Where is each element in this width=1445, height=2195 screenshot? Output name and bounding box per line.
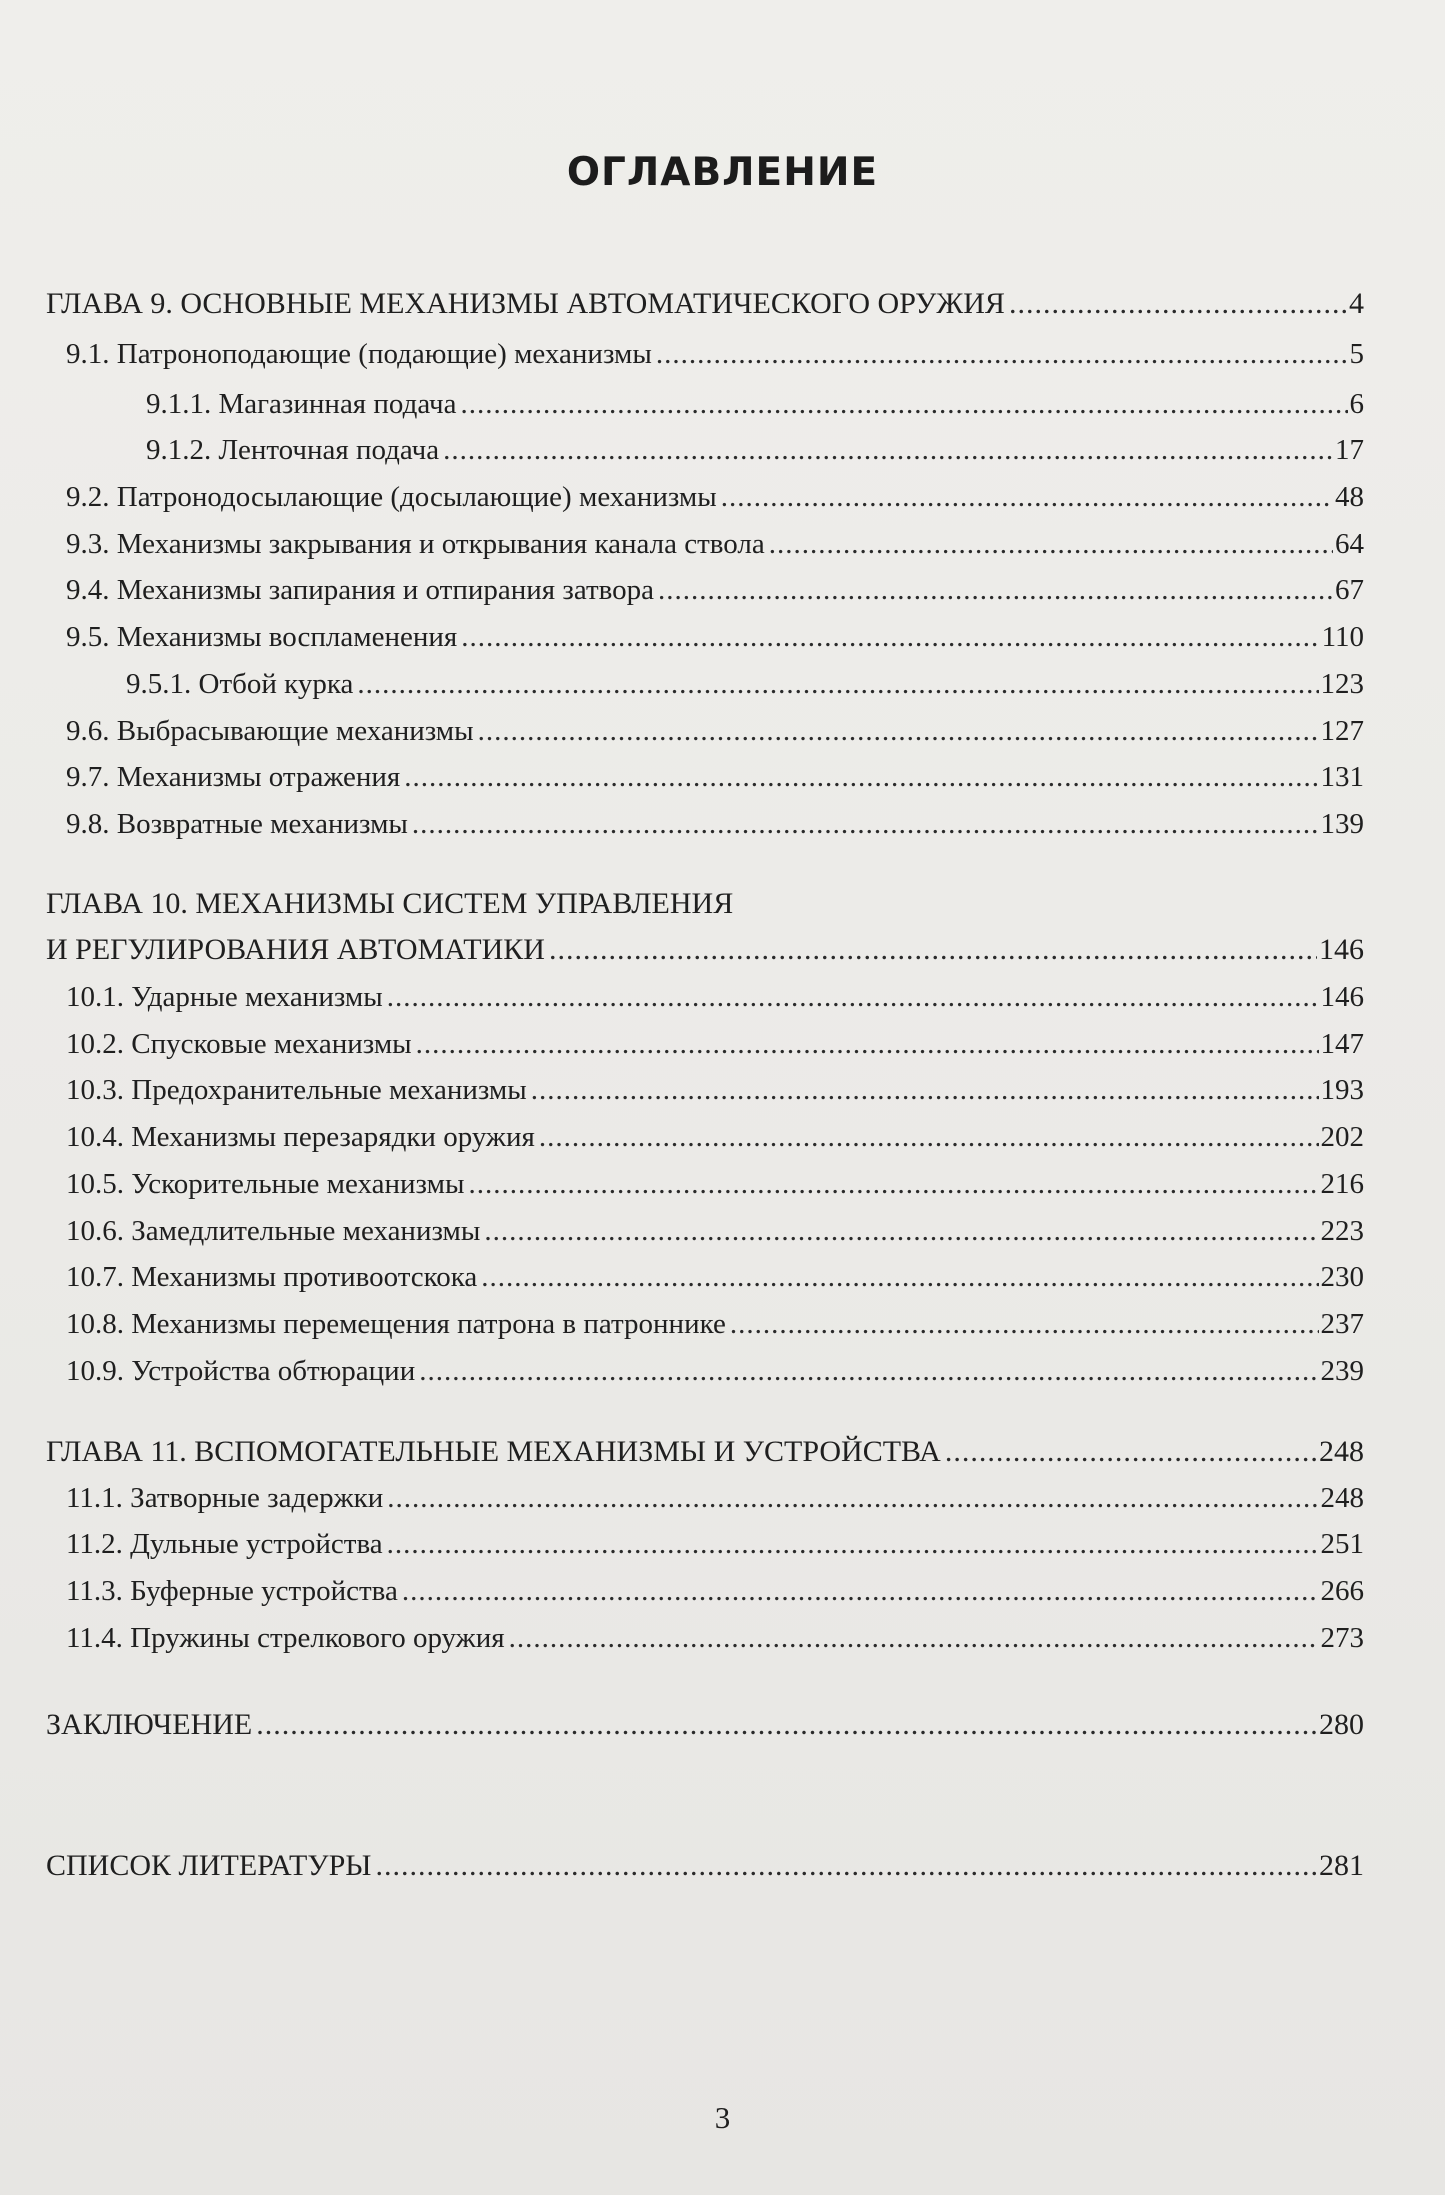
toc-entry-label: СПИСОК ЛИТЕРАТУРЫ — [46, 1849, 372, 1882]
toc-section-9-3 — [66, 524, 1364, 564]
toc-entry-label: 9.4. Механизмы запирания и отпирания затвора — [66, 574, 655, 606]
toc-entry-page: 266 — [1320, 1575, 1364, 1607]
toc-entry-label: 11.3. Буферные устройства — [66, 1575, 398, 1607]
toc-chapter-10 — [46, 930, 1364, 970]
toc-subsection-9-5-1 — [126, 664, 1364, 704]
toc-section-11-3 — [66, 1571, 1364, 1611]
toc-entry-page: 147 — [1320, 1028, 1364, 1060]
toc-leader-dots — [387, 1478, 1318, 1518]
toc-subsection-9-1-1 — [146, 384, 1364, 424]
toc-entry-page: 64 — [1335, 528, 1364, 560]
toc-entry-page: 17 — [1335, 434, 1364, 466]
toc-section-10-3 — [66, 1070, 1364, 1110]
toc-bibliography — [46, 1846, 1364, 1886]
toc-leader-dots — [484, 1211, 1318, 1251]
toc-entry-page: 202 — [1320, 1121, 1364, 1153]
toc-entry-label: ГЛАВА 9. ОСНОВНЫЕ МЕХАНИЗМЫ АВТОМАТИЧЕСКОГО ОРУЖИЯ — [46, 287, 1005, 320]
toc-leader-dots — [402, 1571, 1319, 1611]
toc-entry-page: 251 — [1320, 1528, 1364, 1560]
toc-section-9-2 — [66, 477, 1364, 517]
toc-entry-page: 248 — [1319, 1435, 1364, 1468]
toc-leader-dots — [549, 930, 1317, 970]
toc-section-10-4 — [66, 1117, 1364, 1157]
toc-entry-label: 11.4. Пружины стрелкового оружия — [66, 1622, 505, 1654]
toc-section-10-1 — [66, 977, 1364, 1017]
toc-entry-label: 9.1.1. Магазинная подача — [146, 388, 457, 420]
toc-entry-label: 9.6. Выбрасывающие механизмы — [66, 715, 474, 747]
toc-leader-dots — [461, 617, 1319, 657]
toc-entry-label: 9.8. Возвратные механизмы — [66, 808, 408, 840]
toc-entry-label: 9.5. Механизмы воспламенения — [66, 621, 458, 653]
toc-leader-dots — [375, 1846, 1317, 1886]
toc-leader-dots — [531, 1070, 1319, 1110]
toc-entry-label: 9.1.2. Ленточная подача — [146, 434, 440, 466]
toc-entry-page: 239 — [1320, 1355, 1364, 1387]
toc-leader-dots — [387, 977, 1319, 1017]
toc-entry-page: 248 — [1320, 1482, 1364, 1514]
toc-section-10-5 — [66, 1164, 1364, 1204]
toc-entry-page: 193 — [1320, 1074, 1364, 1106]
toc-leader-dots — [416, 1024, 1319, 1064]
toc-entry-label: 10.9. Устройства обтюрации — [66, 1355, 416, 1387]
toc-entry-label: ГЛАВА 11. ВСПОМОГАТЕЛЬНЫЕ МЕХАНИЗМЫ И УСТРОЙСТВА — [46, 1435, 941, 1468]
toc-entry-label: ЗАКЛЮЧЕНИЕ — [46, 1708, 253, 1741]
toc-section-10-2 — [66, 1024, 1364, 1064]
toc-leader-dots — [656, 334, 1348, 374]
toc-leader-dots — [721, 477, 1333, 517]
toc-entry-label: 9.1. Патроноподающие (подающие) механизмы — [66, 338, 652, 370]
toc-section-9-7 — [66, 757, 1364, 797]
toc-entry-page: 273 — [1320, 1622, 1364, 1654]
toc-entry-page: 281 — [1319, 1849, 1364, 1882]
toc-entry-label: 10.4. Механизмы перезарядки оружия — [66, 1121, 535, 1153]
toc-entry-label: 10.2. Спусковые механизмы — [66, 1028, 412, 1060]
toc-chapter-9 — [46, 284, 1364, 324]
toc-entry-page: 146 — [1320, 981, 1364, 1013]
toc-entry-label: И РЕГУЛИРОВАНИЯ АВТОМАТИКИ — [46, 933, 545, 966]
toc-leader-dots — [412, 804, 1319, 844]
toc-entry-label: 9.3. Механизмы закрывания и открывания канала ствола — [66, 528, 765, 560]
toc-leader-dots — [419, 1351, 1318, 1391]
toc-section-9-5 — [66, 617, 1364, 657]
toc-conclusion — [46, 1705, 1364, 1745]
toc-entry-page: 139 — [1320, 808, 1364, 840]
toc-entry-label: 10.3. Предохранительные механизмы — [66, 1074, 527, 1106]
toc-leader-dots — [658, 570, 1333, 610]
toc-leader-dots — [387, 1524, 1319, 1564]
toc-entry-page: 48 — [1335, 481, 1364, 513]
toc-entry-label: 9.7. Механизмы отражения — [66, 761, 401, 793]
toc-entry-label: 10.8. Механизмы перемещения патрона в патроннике — [66, 1308, 726, 1340]
toc-leader-dots — [481, 1257, 1318, 1297]
toc-section-9-1 — [66, 334, 1364, 374]
toc-section-9-6 — [66, 711, 1364, 751]
toc-entry-page: 6 — [1349, 388, 1364, 420]
toc-section-11-4 — [66, 1618, 1364, 1658]
toc-entry-label: 10.7. Механизмы противоотскока — [66, 1261, 478, 1293]
toc-section-9-8 — [66, 804, 1364, 844]
toc-entry-page: 4 — [1349, 287, 1364, 320]
toc-entry-page: 280 — [1319, 1708, 1364, 1741]
toc-chapter-11 — [46, 1432, 1364, 1472]
toc-leader-dots — [730, 1304, 1319, 1344]
toc-leader-dots — [357, 664, 1318, 704]
toc-entry-page: 67 — [1335, 574, 1364, 606]
toc-entry-label: 10.1. Ударные механизмы — [66, 981, 383, 1013]
toc-section-10-7 — [66, 1257, 1364, 1297]
page-title: ОГЛАВЛЕНИЕ — [566, 150, 879, 195]
toc-entry-page: 127 — [1320, 715, 1364, 747]
toc-section-11-1 — [66, 1478, 1364, 1518]
toc-entry-page: 216 — [1320, 1168, 1364, 1200]
toc-entry-label: 9.5.1. Отбой курка — [126, 668, 354, 700]
toc-entry-page: 123 — [1320, 668, 1364, 700]
toc-leader-dots — [468, 1164, 1318, 1204]
toc-entry-page: 5 — [1349, 338, 1364, 370]
toc-entry-page: 223 — [1320, 1215, 1364, 1247]
toc-chapter-10-line1: ГЛАВА 10. МЕХАНИЗМЫ СИСТЕМ УПРАВЛЕНИЯ — [46, 887, 734, 920]
toc-section-10-8 — [66, 1304, 1364, 1344]
toc-entry-label: 10.6. Замедлительные механизмы — [66, 1215, 481, 1247]
toc-leader-dots — [443, 430, 1333, 470]
toc-entry-page: 110 — [1321, 621, 1364, 653]
toc-leader-dots — [256, 1705, 1317, 1745]
toc-entry-label: 11.2. Дульные устройства — [66, 1528, 383, 1560]
toc-leader-dots — [509, 1618, 1319, 1658]
toc-leader-dots — [478, 711, 1319, 751]
toc-entry-label: 11.1. Затворные задержки — [66, 1482, 384, 1514]
toc-leader-dots — [461, 384, 1348, 424]
toc-entry-page: 131 — [1320, 761, 1364, 793]
toc-leader-dots — [539, 1117, 1319, 1157]
toc-section-10-9 — [66, 1351, 1364, 1391]
toc-entry-page: 237 — [1320, 1308, 1364, 1340]
toc-section-9-4 — [66, 570, 1364, 610]
toc-leader-dots — [404, 757, 1318, 797]
toc-entry-label: 10.5. Ускорительные механизмы — [66, 1168, 465, 1200]
toc-entry-label: 9.2. Патронодосылающие (досылающие) механизмы — [66, 481, 717, 513]
toc-section-11-2 — [66, 1524, 1364, 1564]
page-number: 3 — [714, 2100, 731, 2135]
toc-leader-dots — [1009, 284, 1347, 324]
toc-leader-dots — [769, 524, 1333, 564]
toc-entry-page: 230 — [1320, 1261, 1364, 1293]
toc-leader-dots — [945, 1432, 1317, 1472]
toc-section-10-6 — [66, 1211, 1364, 1251]
toc-entry-page: 146 — [1319, 933, 1364, 966]
toc-subsection-9-1-2 — [146, 430, 1364, 470]
